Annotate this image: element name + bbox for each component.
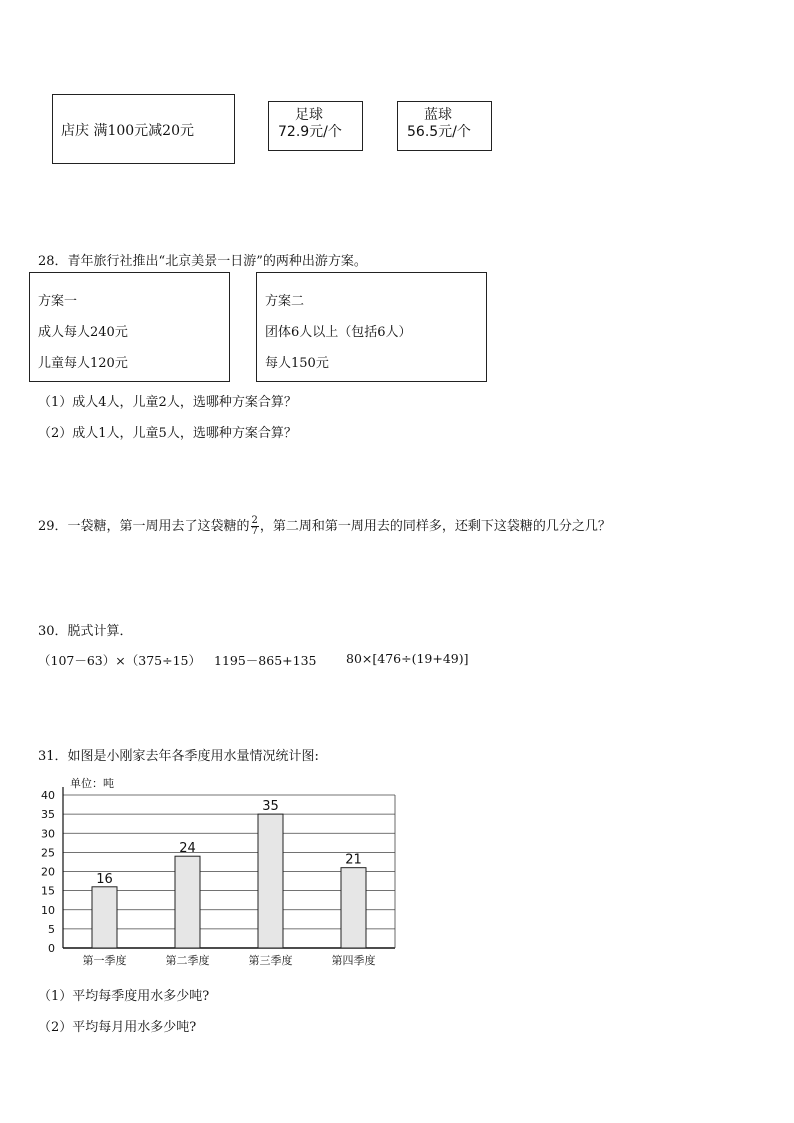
chart-unit-label: 单位：吨 — [70, 777, 114, 790]
basketball-box — [397, 101, 492, 151]
q30-title: 30．脱式计算． — [38, 624, 133, 639]
plan2-line1: 团体6人以上（包括6人） — [265, 325, 412, 340]
q31-sub2: （2）平均每月用水多少吨? — [38, 1020, 197, 1035]
chart-y-tick-label: 0 — [48, 942, 55, 955]
chart-bar — [175, 856, 200, 948]
chart-data-label: 24 — [179, 841, 196, 857]
chart-category-label: 第一季度 — [82, 954, 127, 967]
water-usage-chart — [30, 770, 410, 975]
football-box — [268, 101, 363, 151]
q31-sub1: （1）平均每季度用水多少吨? — [38, 989, 210, 1004]
chart-y-tick-label: 10 — [41, 903, 55, 917]
plan2-box — [256, 272, 487, 382]
q30-expr2: 1195－865+135 — [214, 653, 317, 668]
q29-frac-num: 2 — [251, 515, 258, 526]
q29-frac-den: 7 — [251, 526, 258, 537]
football-name: 足球 — [295, 107, 323, 123]
chart-y-tick-label: 40 — [41, 789, 55, 802]
q29-fraction — [251, 516, 259, 537]
football-price: 72.9元/个 — [278, 124, 342, 140]
plan1-line1: 成人每人240元 — [38, 325, 128, 340]
chart-y-tick-label: 15 — [41, 884, 55, 898]
chart-data-label: 35 — [262, 799, 279, 815]
store-promo-text: 店庆 满100元减20元 — [61, 123, 194, 139]
chart-bar — [92, 887, 117, 948]
plan1-title: 方案一 — [38, 294, 78, 309]
chart-bar — [258, 814, 283, 948]
q30-expr3: 80×[476÷(19+49)] — [346, 651, 469, 666]
chart-data-label: 21 — [345, 852, 362, 868]
plan2-line2: 每人150元 — [265, 356, 329, 371]
chart-category-label: 第四季度 — [331, 954, 376, 967]
chart-y-tick-label: 25 — [41, 846, 55, 860]
q29-before: 29．一袋糖，第一周用去了这袋糖的 — [38, 519, 250, 534]
store-promo-box — [52, 94, 235, 164]
chart-data-label: 16 — [96, 871, 113, 887]
q29-after: ，第二周和第一周用去的同样多，还剩下这袋糖的几分之几？ — [259, 519, 611, 534]
q28-title: 28．青年旅行社推出“北京美景一日游”的两种出游方案。 — [38, 254, 367, 269]
plan1-box — [29, 272, 230, 382]
plan2-title: 方案二 — [265, 294, 305, 309]
chart-bar — [341, 868, 366, 948]
chart-y-tick-label: 20 — [41, 865, 55, 879]
q28-sub1: （1）成人4人，儿童2人，选哪种方案合算？ — [38, 395, 297, 410]
plan1-line2: 儿童每人120元 — [38, 356, 128, 371]
chart-category-label: 第三季度 — [248, 954, 293, 967]
q28-sub2: （2）成人1人，儿童5人，选哪种方案合算？ — [38, 426, 297, 441]
chart-category-label: 第二季度 — [165, 954, 210, 967]
q29-text — [38, 515, 611, 537]
q30-expr1: （107－63）×（375÷15） — [38, 653, 201, 668]
chart-y-tick-label: 30 — [41, 827, 55, 841]
chart-y-tick-label: 5 — [48, 922, 55, 936]
basketball-price: 56.5元/个 — [407, 124, 471, 140]
basketball-name: 蓝球 — [424, 107, 452, 123]
q31-title: 31．如图是小刚家去年各季度用水量情况统计图: — [38, 749, 319, 764]
chart-y-tick-label: 35 — [41, 808, 55, 822]
